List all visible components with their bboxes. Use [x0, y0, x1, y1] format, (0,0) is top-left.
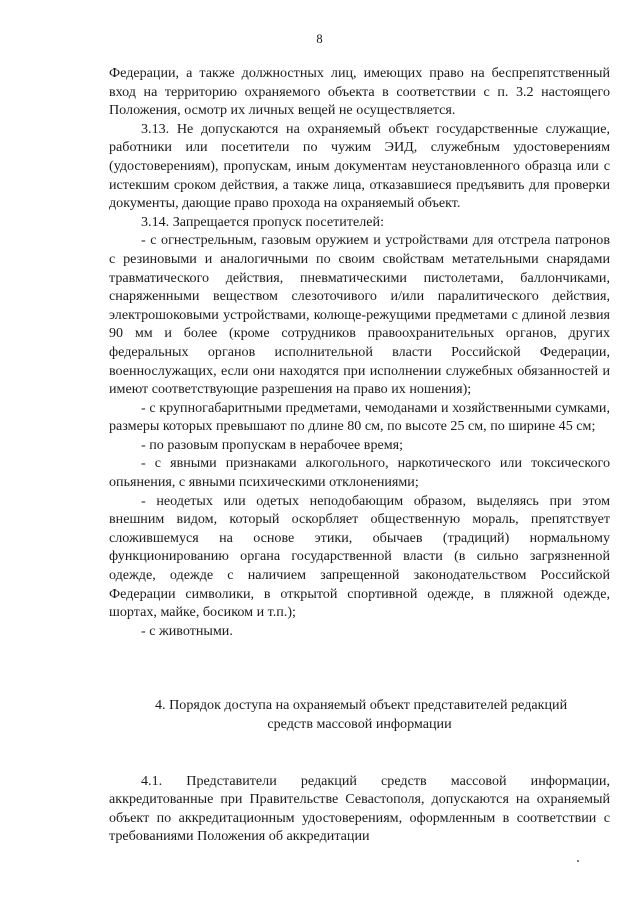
list-item-intoxication: - с явными признаками алкогольного, наркотического или токсического опьянения, с явными психическими отклонениями; [109, 455, 610, 491]
scan-dot-mark [577, 860, 579, 862]
paragraph-continuation: Федерации, а также должностных лиц, имеющих право на беспрепятственный вход на территорию охраняемого объекта в соответствии с п. 3.2 настоящего Положения, осмотр их личных вещей не осуществляется. [109, 65, 610, 119]
paragraph-4-1: 4.1. Представители редакций средств массовой информации, аккредитованные при Правительстве Севастополя, допускаются на охраняемый объект по аккредитационным удостоверениям, оформленным в соответствии с требованиями Положения об аккредитации [109, 772, 610, 845]
page-body [109, 64, 610, 846]
paragraph-3-13: 3.13. Не допускаются на охраняемый объект государственные служащие, работники или посетители по чужим ЭИД, служебным удостоверениям (удостоверениям), пропускам, иным документам неустановленного образца или с истекшим сроком действия, а также лица, отказавшиеся предъявить для проверки документы, дающие право прохода на охраняемый объект. [109, 120, 610, 212]
list-item-one-time-passes: - по разовым пропускам в нерабочее время; [141, 436, 404, 453]
section-heading-line2: средств массовой информации [267, 716, 452, 732]
list-item-animals: - с животными. [141, 622, 233, 639]
section-heading-line1: 4. Порядок доступа на охраняемый объект представителей редакций [155, 697, 568, 714]
list-item-dress-code: - неодетых или одетых неподобающим образом, выделяясь при этом внешним видом, который оскорбляет общественную мораль, препятствует сложившемуся на основе этики, обычаев (традиций) нормальному функционированию органа государственной власти (в сильно загрязненной одежде, одежде с наличием запрещенной законодательством Российской Федерации символики, в открытой спортивной одежде, в пляжной одежде, шортах, майке, босиком и т.п.); [109, 492, 610, 621]
section-heading [109, 696, 610, 733]
list-item-large-items: - с крупногабаритными предметами, чемоданами и хозяйственными сумками, размеры которых превышают по длине 80 см, по высоте 25 см, по ширине 45 см; [109, 399, 610, 435]
list-item-weapons: - с огнестрельным, газовым оружием и устройствами для отстрела патронов с резиновыми и аналогичными по своим свойствам метательными снарядами травматического действия, пневматическими пистолетами, баллончиками, снаряженными веществом слезоточивого и/или паралитического действия, электрошоковыми устройствами, колюще-режущими предметами с длиной лезвия 90 мм и более (кроме сотрудников правоохранительных органов, других федеральных органов исполнительной власти Российской Федерации, военнослужащих, если они находятся при исполнении служебных обязанностей и имеют соответствующие разрешения на право их ношения); [109, 232, 610, 398]
page-number: 8 [316, 32, 323, 46]
paragraph-3-14: 3.14. Запрещается пропуск посетителей: [141, 213, 384, 230]
